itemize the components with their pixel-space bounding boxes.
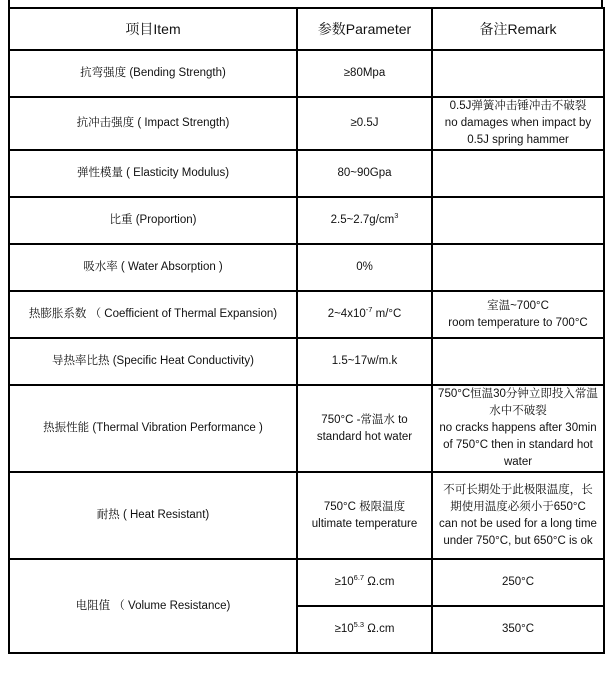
- parameter-base: 2.5~2.7g/cm: [330, 214, 395, 226]
- table-row: [9, 97, 604, 150]
- remark-line: under 750°C, but 650°C is ok: [443, 534, 593, 547]
- parameter-cell: 0%: [297, 244, 432, 291]
- header-item: 项目Item: [9, 8, 297, 50]
- table-row: [9, 197, 604, 244]
- parameter-line: standard hot water: [316, 430, 413, 443]
- parameter-base: ≥10: [334, 623, 354, 635]
- spec-table: [8, 7, 605, 654]
- remark-cell: 350°C: [432, 606, 604, 653]
- remark-cell: [432, 385, 604, 472]
- item-cell: 导热率比热 (Specific Heat Conductivity): [9, 338, 297, 385]
- parameter-superscript: 3: [394, 211, 399, 220]
- parameter-cell: ≥0.5J: [297, 97, 432, 150]
- remark-line: 水中不破裂: [489, 405, 547, 417]
- remark-line: 期使用温度必须小于650°C: [450, 500, 586, 513]
- remark-line: 不可长期处于此极限温度，长: [443, 483, 593, 496]
- parameter-cell: [297, 385, 432, 472]
- remark-line: 室温~700°C: [487, 299, 549, 312]
- parameter-superscript: 6.7: [353, 573, 365, 582]
- header-parameter: 参数Parameter: [297, 8, 432, 50]
- parameter-superscript: -7: [365, 305, 373, 314]
- parameter-unit: Ω.cm: [364, 576, 395, 588]
- parameter-base: 2~4x10: [327, 308, 366, 320]
- parameter-unit: m/°C: [372, 308, 402, 320]
- item-cell: 比重 (Proportion): [9, 197, 297, 244]
- parameter-cell: 80~90Gpa: [297, 150, 432, 197]
- table-row: [9, 472, 604, 559]
- table-row: [9, 50, 604, 97]
- item-cell: 热振性能 (Thermal Vibration Performance ): [9, 385, 297, 472]
- remark-cell: [432, 291, 604, 338]
- parameter-cell: [297, 559, 432, 606]
- parameter-cell: [297, 197, 432, 244]
- table-row: [9, 338, 604, 385]
- item-cell: 弹性模量 ( Elasticity Modulus): [9, 150, 297, 197]
- item-cell: 抗弯强度 (Bending Strength): [9, 50, 297, 97]
- parameter-cell: [297, 606, 432, 653]
- table-row: [9, 291, 604, 338]
- remark-cell: [432, 338, 604, 385]
- remark-line: 0.5J弹簧冲击锤冲击不破裂: [449, 100, 587, 112]
- header-remark: 备注Remark: [432, 8, 604, 50]
- parameter-superscript: 5.3: [353, 620, 365, 629]
- parameter-cell: 1.5~17w/m.k: [297, 338, 432, 385]
- previous-table-row-stub: [8, 0, 603, 7]
- parameter-line: 750°C 极限温度: [323, 500, 406, 513]
- item-cell: 电阻值 （ Volume Resistance): [9, 559, 297, 653]
- remark-line: can not be used for a long time: [439, 517, 597, 530]
- remark-cell: [432, 50, 604, 97]
- table-row: [9, 150, 604, 197]
- parameter-cell: [297, 472, 432, 559]
- parameter-line: 750°C -常温水 to: [321, 413, 408, 426]
- table-row: [9, 559, 604, 606]
- table-row: [9, 244, 604, 291]
- remark-line: room temperature to 700°C: [448, 316, 588, 329]
- item-cell: 耐热 ( Heat Resistant): [9, 472, 297, 559]
- remark-cell: [432, 197, 604, 244]
- item-cell: 抗冲击强度 ( Impact Strength): [9, 97, 297, 150]
- parameter-cell: ≥80Mpa: [297, 50, 432, 97]
- remark-line: water: [503, 456, 533, 468]
- parameter-base: ≥10: [334, 576, 354, 588]
- item-cell: 吸水率 ( Water Absorption ): [9, 244, 297, 291]
- table-header-row: [9, 8, 604, 50]
- remark-cell: [432, 150, 604, 197]
- remark-cell: [432, 472, 604, 559]
- item-cell: 热膨胀系数 （ Coefficient of Thermal Expansion): [9, 291, 297, 338]
- remark-line: no damages when impact by: [444, 117, 592, 129]
- parameter-unit: Ω.cm: [364, 623, 395, 635]
- remark-line: 0.5J spring hammer: [467, 134, 569, 146]
- remark-line: of 750°C then in standard hot: [443, 439, 593, 451]
- remark-line: no cracks happens after 30min: [439, 422, 597, 434]
- remark-cell: [432, 244, 604, 291]
- parameter-line: ultimate temperature: [311, 517, 418, 530]
- table-row: [9, 385, 604, 472]
- remark-cell: [432, 97, 604, 150]
- remark-line: 750°C恒温30分钟立即投入常温: [438, 388, 598, 400]
- remark-cell: 250°C: [432, 559, 604, 606]
- parameter-cell: [297, 291, 432, 338]
